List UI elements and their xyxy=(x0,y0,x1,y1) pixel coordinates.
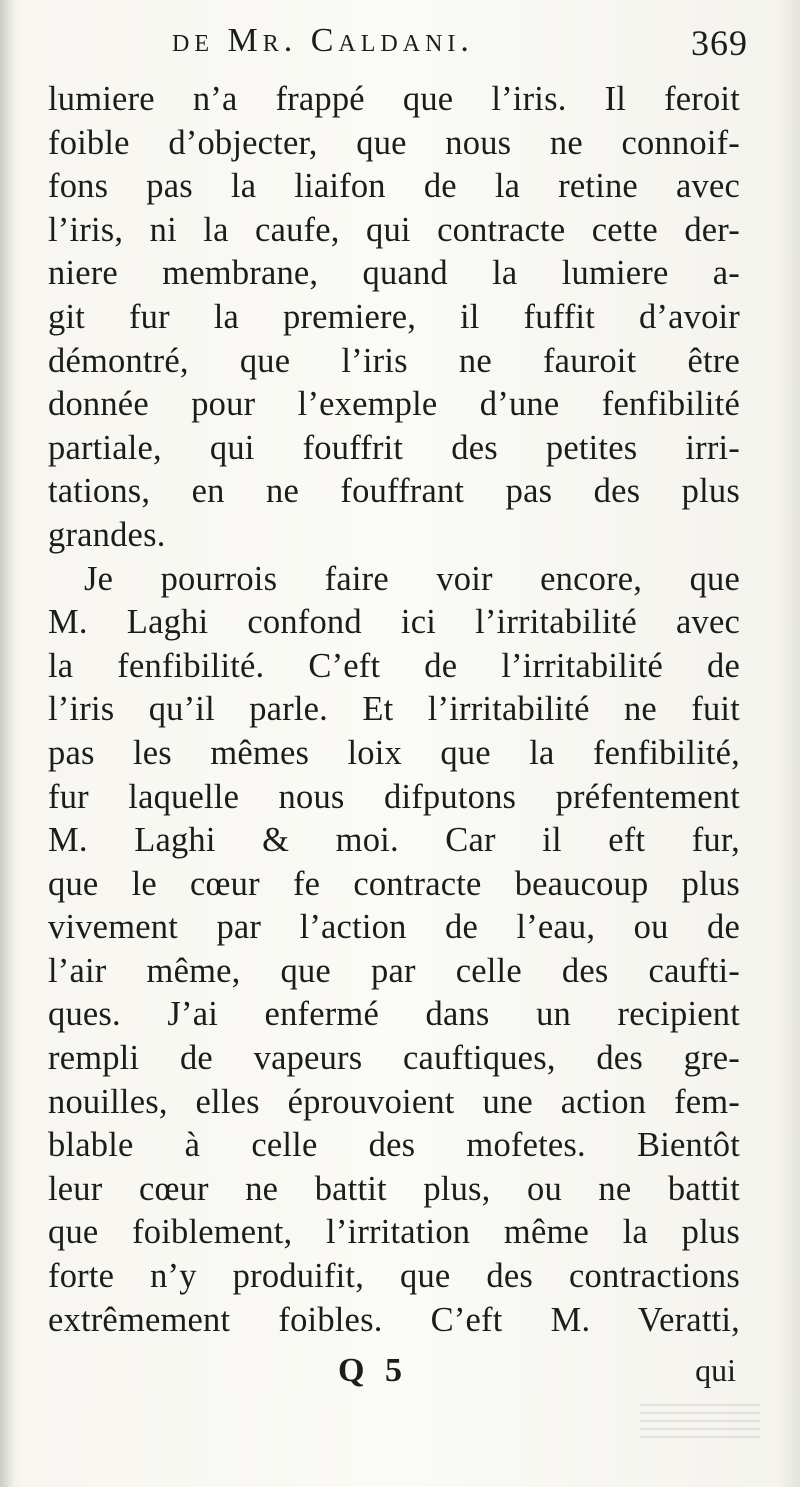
text-line: M. Laghi confond ici l’irritabilité avec xyxy=(48,603,740,642)
text-line: rempli de vapeurs cauftiques, des gre- xyxy=(48,1039,740,1078)
text-line: git fur la premiere, il fuffit d’avoir xyxy=(48,297,740,336)
text-line: pas les mêmes loix que la fenfibilité, xyxy=(48,733,740,772)
text-line: l’iris, ni la caufe, qui contracte cette der- xyxy=(48,210,740,249)
page-number: 369 xyxy=(691,23,748,63)
text-line: grandes. xyxy=(48,515,166,554)
page-footer xyxy=(48,1352,740,1396)
text-line: que le cœur fe contracte beaucoup plus xyxy=(48,864,740,903)
text-line: blable à celle des mofetes. Bientôt xyxy=(48,1126,740,1165)
signature-mark: Q 5 xyxy=(338,1352,408,1389)
text-line: l’iris qu’il parle. Et l’irritabilité ne fuit xyxy=(48,690,740,729)
text-line: foible d’objecter, que nous ne connoif- xyxy=(48,123,740,162)
text-line: la fenfibilité. C’eft de l’irritabilité de xyxy=(48,646,740,685)
text-line: lumiere n’a frappé que l’iris. Il feroit xyxy=(48,80,740,118)
text-line: partiale, qui fouffrit des petites irri- xyxy=(48,428,740,467)
show-through-text xyxy=(640,1398,760,1438)
gutter-shadow xyxy=(0,0,14,1487)
page-header xyxy=(48,18,748,66)
text-line: forte n’y produifit, que des contractions xyxy=(48,1257,740,1296)
text-line: niere membrane, quand la lumiere a- xyxy=(48,254,740,293)
text-line: que foiblement, l’irritation même la plus xyxy=(48,1213,740,1252)
text-line: M. Laghi & moi. Car il eft fur, xyxy=(48,821,740,860)
text-line: tations, en ne fouffrant pas des plus xyxy=(48,472,740,511)
text-line: leur cœur ne battit plus, ou ne battit xyxy=(48,1169,740,1208)
text-line: démontré, que l’iris ne fauroit être xyxy=(48,341,740,380)
text-line: l’air même, que par celle des caufti- xyxy=(48,951,740,990)
catchword: qui xyxy=(695,1352,736,1388)
text-line: vivement par l’action de l’eau, ou de xyxy=(48,908,740,947)
text-line: Je pourrois faire voir encore, que xyxy=(84,559,740,598)
text-line: fons pas la liaifon de la retine avec xyxy=(48,167,740,206)
text-line: extrêmement foibles. C’eft M. Veratti, xyxy=(48,1300,740,1339)
running-head: de Mr. Caldani. xyxy=(172,22,474,59)
text-line: ques. J’ai enfermé dans un recipient xyxy=(48,995,740,1034)
text-line: fur laquelle nous difputons préfentement xyxy=(48,777,740,816)
body-text xyxy=(48,78,740,1342)
text-line: donnée pour l’exemple d’une fenfibilité xyxy=(48,385,740,424)
text-line: nouilles, elles éprouvoient une action fem- xyxy=(48,1082,740,1121)
